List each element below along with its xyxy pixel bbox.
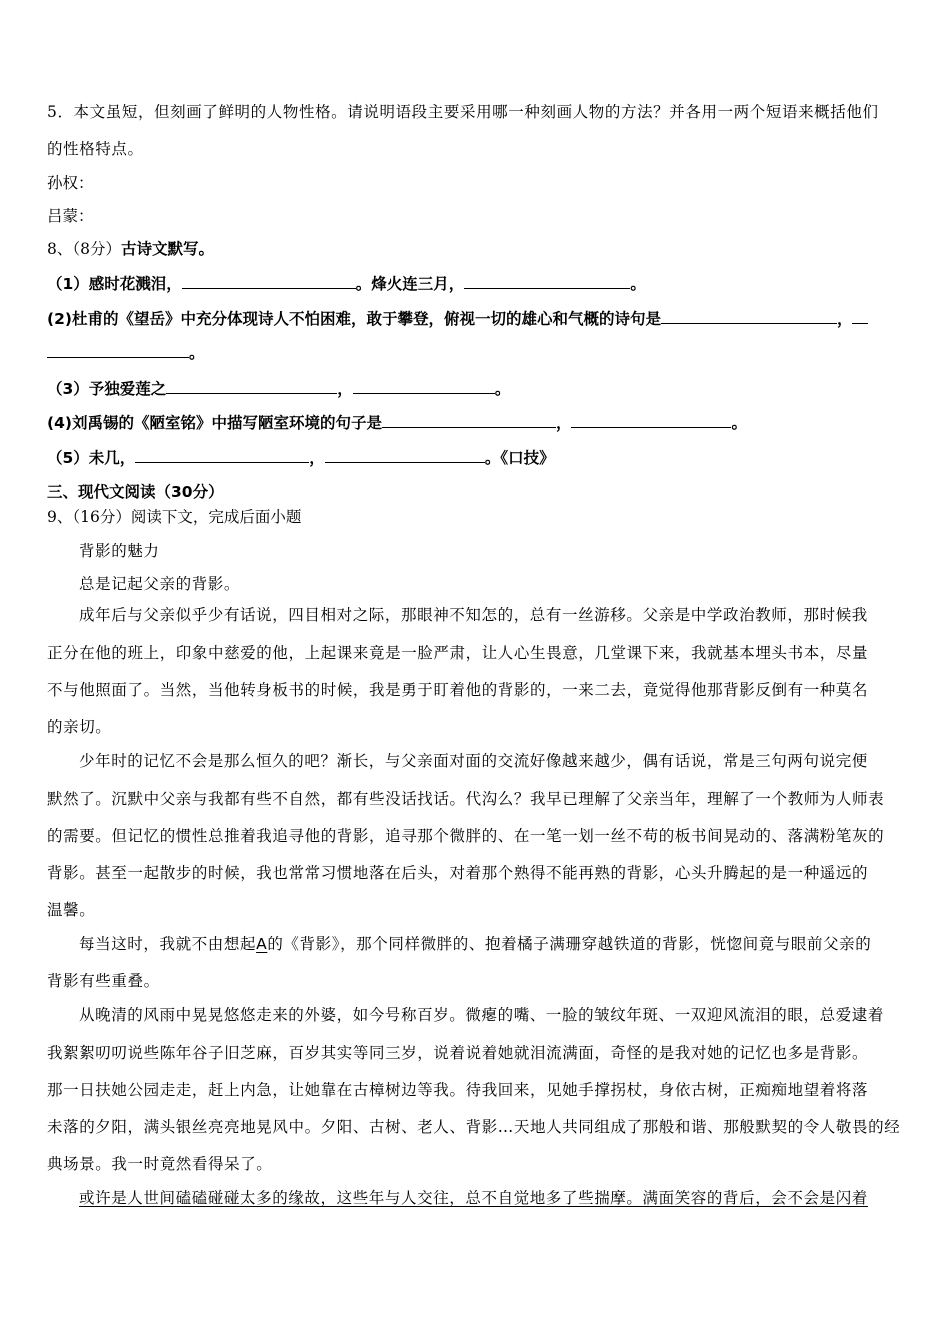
q8-item4-mid: ， — [555, 414, 572, 432]
answer-blank[interactable] — [382, 412, 556, 428]
q8-item4-prompt: (4)刘禹锡的《陋室铭》中描写陋室环境的句子是 — [47, 414, 382, 432]
q8-item3-end: 。 — [494, 380, 511, 398]
answer-blank[interactable] — [661, 308, 837, 324]
q8-number: 8、（8分） — [47, 240, 121, 258]
answer-blank[interactable] — [464, 273, 630, 289]
q8-header — [47, 238, 214, 260]
article-line: 那一日扶她公园走走，赶上内急，让她靠在古樟树边等我。待我回来，见她手撑拐杖，身依古树，正痴痴地望着将落 — [47, 1081, 869, 1099]
q8-item1-end: 。 — [630, 275, 646, 293]
article-line: 未落的夕阳，满头银丝亮亮地晃风中。夕阳、古树、老人、背影…天地人共同组成了那般和谐、那般默契的令人敬畏的经 — [47, 1118, 901, 1136]
article-title: 背影的魅力 — [79, 542, 160, 560]
answer-blank[interactable] — [135, 447, 309, 463]
answer-blank[interactable] — [353, 378, 495, 394]
article-text: 每当这时，我就不由想起 — [79, 935, 257, 953]
q8-item3 — [47, 378, 510, 400]
q8-item1-prompt: （1）感时花溅泪， — [47, 275, 182, 293]
answer-blank[interactable] — [166, 378, 337, 394]
article-line: 的需要。但记忆的惯性总推着我追寻他的背影，追寻那个微胖的、在一笔一划一丝不苟的板书间晃动的、落满粉笔灰的 — [47, 827, 885, 845]
article-line: 成年后与父亲似乎少有话说，四目相对之际，那眼神不知怎的，总有一丝游移。父亲是中学政治教师，那时候我 — [79, 606, 868, 624]
answer-label-lvmeng: 吕蒙： — [47, 207, 94, 225]
q8-item1-mid: 。烽火连三月， — [355, 275, 465, 293]
article-line — [79, 933, 871, 955]
article-line: 从晚清的风雨中晃晃悠悠走来的外婆，如今号称百岁。微瘪的嘴、一脸的皱纹年斑、一双迎风流泪的眼，总爱逮着 — [79, 1006, 885, 1024]
answer-label-sunquan: 孙权： — [47, 174, 94, 192]
q8-item2-mid: ， — [836, 310, 853, 328]
blank-marker-a: A — [256, 935, 268, 953]
q5-line1: 5．本文虽短，但刻画了鲜明的人物性格。请说明语段主要采用哪一种刻画人物的方法？并各用一两个短语来概括他们 — [47, 103, 879, 121]
underlined-sentence: 或许是人世间磕磕碰碰太多的缘故，这些年与人交往，总不自觉地多了些揣摩。满面笑容的背后，会不会是闪着 — [79, 1189, 868, 1207]
article-line: 温馨。 — [47, 901, 96, 919]
q8-item5-end: 。《口技》 — [484, 449, 555, 467]
answer-blank[interactable] — [325, 447, 485, 463]
q8-item5 — [47, 447, 555, 469]
q8-item2-end: 。 — [189, 344, 205, 362]
q8-item2-cont — [47, 342, 205, 364]
article-line: 不与他照面了。当然，当他转身板书的时候，我是勇于盯着他的背影的，一来二去，竟觉得他那背影反倒有一种莫名 — [47, 681, 869, 699]
q8-item2 — [47, 308, 868, 330]
q8-item1 — [47, 273, 646, 295]
q8-item5-mid: ， — [309, 449, 325, 467]
article-line: 背影。甚至一起散步的时候，我也常常习惯地落在后头，对着那个熟得不能再熟的背影，心头升腾起的是一种遥远的 — [47, 864, 869, 882]
answer-blank[interactable] — [182, 273, 356, 289]
section-title: 三、现代文阅读（30分） — [47, 483, 224, 501]
q8-item3-mid: ， — [337, 380, 353, 398]
answer-blank[interactable] — [47, 342, 189, 358]
q9-header: 9、（16分）阅读下文，完成后面小题 — [47, 508, 302, 526]
q8-item5-prompt: （5）未几， — [47, 449, 136, 467]
article-paragraph: 总是记起父亲的背影。 — [79, 575, 241, 593]
answer-blank[interactable] — [571, 412, 731, 428]
article-line: 少年时的记忆不会是那么恒久的吧？渐长，与父亲面对面的交流好像越来越少，偶有话说，常是三句两句说完便 — [79, 752, 868, 770]
q5-line2: 的性格特点。 — [47, 140, 144, 158]
answer-blank[interactable] — [852, 308, 868, 324]
article-line: 默然了。沉默中父亲与我都有些不自然，都有些没话找话。代沟么？我早已理解了父亲当年，理解了一个教师为人师表 — [47, 790, 885, 808]
q8-item4 — [47, 412, 747, 434]
q8-item4-end: 。 — [731, 414, 747, 432]
article-text: 的《背影》，那个同样微胖的、抱着橘子满珊穿越铁道的背影，恍惚间竟与眼前父亲的 — [267, 935, 872, 953]
article-line: 的亲切。 — [47, 718, 112, 736]
q8-item2-prompt: (2)杜甫的《望岳》中充分体现诗人不怕困难，敢于攀登，俯视一切的雄心和气概的诗句是 — [47, 310, 661, 328]
q8-title: 古诗文默写。 — [120, 240, 214, 258]
article-line: 背影有些重叠。 — [47, 972, 160, 990]
article-line: 典场景。我一时竟然看得呆了。 — [47, 1155, 273, 1173]
q8-item3-prompt: （3）予独爱莲之 — [47, 380, 167, 398]
article-line: 正分在他的班上，印象中慈爱的他，上起课来竟是一脸严肃，让人心生畏意，几堂课下来，我就基本埋头书本，尽量 — [47, 644, 869, 662]
article-line: 我絮絮叨叨说些陈年谷子旧芝麻，百岁其实等同三岁，说着说着她就泪流满面，奇怪的是我对她的记忆也多是背影。 — [47, 1044, 869, 1062]
